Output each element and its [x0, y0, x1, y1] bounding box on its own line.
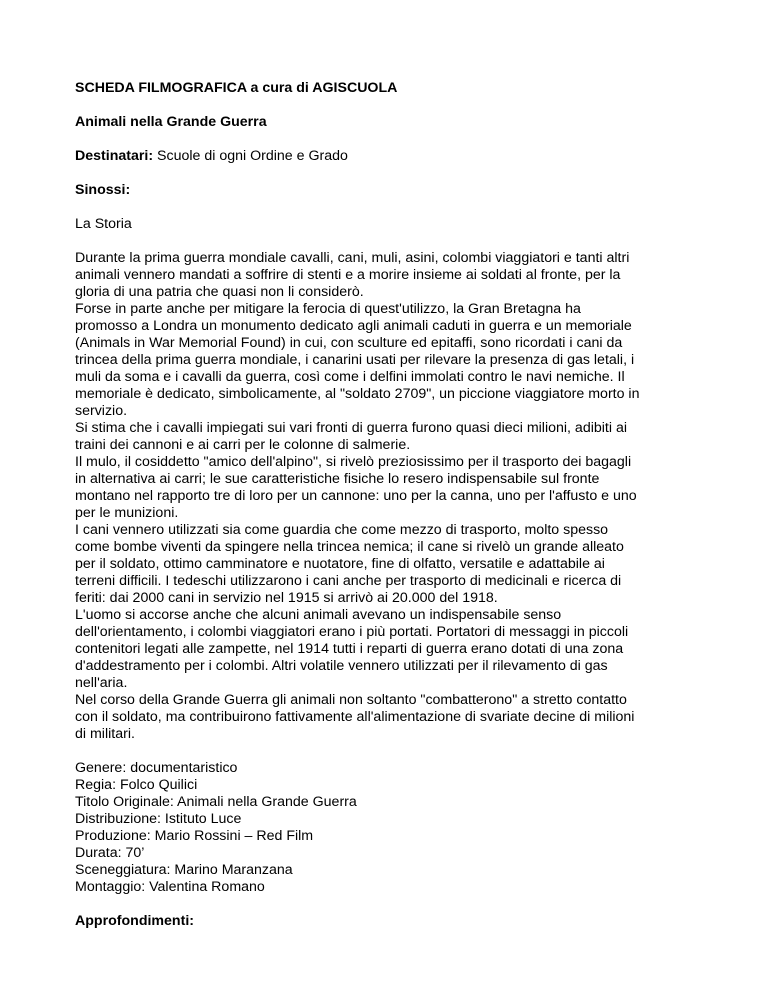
- audience-line: [75, 148, 700, 165]
- synopsis-line: per il soldato, ottimo camminatore e nuotatore, fine di olfatto, versatile e adattabile ai: [75, 556, 605, 572]
- synopsis-line: feriti: dai 2000 cani in servizio nel 1915 si arrivò ai 20.000 del 1918.: [75, 590, 498, 606]
- synopsis-line: muli da soma e i cavalli da guerra, così come i delfini immolati contro le navi nemiche. Il: [75, 369, 625, 385]
- credit-line: Durata: 70’: [75, 845, 145, 861]
- synopsis-line: I cani vennero utilizzati sia come guardia che come mezzo di trasporto, molto spesso: [75, 522, 609, 538]
- synopsis-line: animali vennero mandati a soffrire di stenti e a morire insieme ai soldati al fronte, per la: [75, 267, 621, 283]
- synopsis-line: Il mulo, il cosiddetto "amico dell'alpino", si rivelò preziosissimo per il trasporto dei bagagli: [75, 454, 632, 470]
- synopsis-body: [75, 250, 700, 743]
- synopsis-line: promosso a Londra un monumento dedicato agli animali caduti in guerra e un memoriale: [75, 318, 632, 334]
- synopsis-line: in alternativa ai carri; le sue caratteristiche fisiche lo resero indispensabile sul fronte: [75, 471, 600, 487]
- insights-label: Approfondimenti:: [75, 913, 194, 929]
- synopsis-line: Si stima che i cavalli impiegati sui vari fronti di guerra furono quasi dieci milioni, adibiti ai: [75, 420, 627, 436]
- synopsis-line: d'addestramento per i colombi. Altri volatile vennero utilizzati per il rilevamento di gas: [75, 658, 608, 674]
- credit-line: Produzione: Mario Rossini – Red Film: [75, 828, 314, 844]
- synopsis-line: memoriale è dedicato, simbolicamente, al "soldato 2709", un piccione viaggiatore morto in: [75, 386, 640, 402]
- story-heading: La Storia: [75, 216, 132, 232]
- synopsis-line: (Animals in War Memorial Found) in cui, con sculture ed epitaffi, sono ricordati i cani da: [75, 335, 623, 351]
- synopsis-line: nell'aria.: [75, 675, 128, 691]
- document-header-title: SCHEDA FILMOGRAFICA a cura di AGISCUOLA: [75, 80, 398, 96]
- synopsis-line: servizio.: [75, 403, 128, 419]
- credit-line: Genere: documentaristico: [75, 760, 238, 776]
- credit-line: Titolo Originale: Animali nella Grande Guerra: [75, 794, 357, 810]
- synopsis-line: trincea della prima guerra mondiale, i canarini usati per rilevare la presenza di gas letali, i: [75, 352, 635, 368]
- credit-line: Distribuzione: Istituto Luce: [75, 811, 242, 827]
- synopsis-line: Forse in parte anche per mitigare la ferocia di quest'utilizzo, la Gran Bretagna ha: [75, 301, 581, 317]
- synopsis-label: Sinossi:: [75, 182, 131, 198]
- synopsis-line: gloria di una patria che quasi non li considerò.: [75, 284, 364, 300]
- synopsis-line: Durante la prima guerra mondiale cavalli, cani, muli, asini, colombi viaggiatori e tanti altri: [75, 250, 630, 266]
- credit-line: Montaggio: Valentina Romano: [75, 879, 265, 895]
- synopsis-line: di militari.: [75, 726, 135, 742]
- synopsis-line: con il soldato, ma contribuirono fattivamente all'alimentazione di svariate decine di milioni: [75, 709, 635, 725]
- film-title: Animali nella Grande Guerra: [75, 114, 267, 130]
- synopsis-line: terreni difficili. I tedeschi utilizzarono i cani anche per trasporto di medicinali e ricerca di: [75, 573, 622, 589]
- synopsis-line: Nel corso della Grande Guerra gli animali non soltanto "combatterono" a stretto contatto: [75, 692, 627, 708]
- synopsis-line: contenitori legati alle zampette, nel 1914 tutti i reparti di guerra erano dotati di una zona: [75, 641, 624, 657]
- credit-line: Sceneggiatura: Marino Maranzana: [75, 862, 293, 878]
- synopsis-line: traini dei cannoni e ai carri per le colonne di salmerie.: [75, 437, 411, 453]
- credits-block: [75, 760, 700, 896]
- synopsis-line: per le munizioni.: [75, 505, 179, 521]
- synopsis-line: montano nel rapporto tre di loro per un cannone: uno per la canna, uno per l'affusto e uno: [75, 488, 637, 504]
- synopsis-line: dell'orientamento, i colombi viaggiatori erano i più portati. Portatori di messaggi in piccoli: [75, 624, 629, 640]
- synopsis-line: L'uomo si accorse anche che alcuni animali avevano un indispensabile senso: [75, 607, 562, 623]
- audience-label: Destinatari:: [75, 148, 154, 164]
- document-page: [75, 80, 700, 930]
- audience-value: Scuole di ogni Ordine e Grado: [157, 148, 348, 164]
- synopsis-line: come bombe viventi da spingere nella trincea nemica; il cane si rivelò un grande alleato: [75, 539, 624, 555]
- credit-line: Regia: Folco Quilici: [75, 777, 198, 793]
